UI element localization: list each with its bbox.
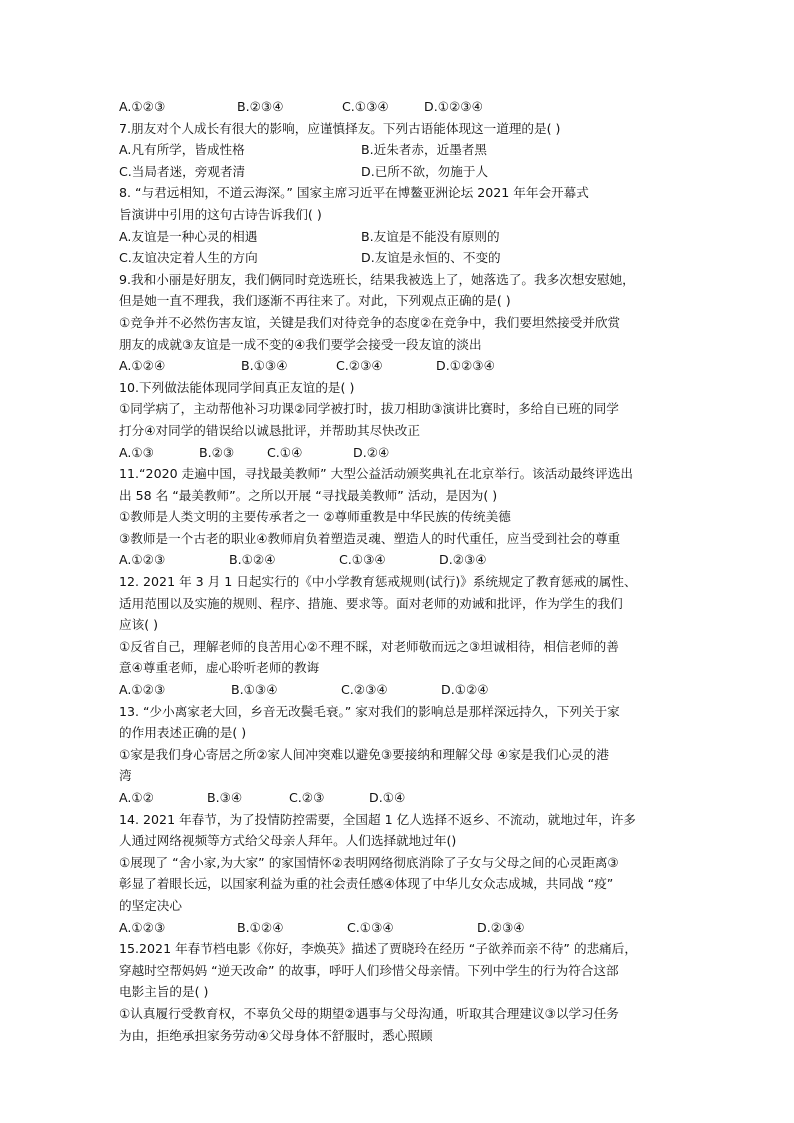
question-stem-line: 应该( ) xyxy=(119,617,159,633)
option-d[interactable]: D.友谊是永恒的、不变的 xyxy=(361,250,501,266)
question-q7 xyxy=(119,118,679,183)
option-b[interactable]: B.友谊是不能没有原则的 xyxy=(361,228,500,244)
statement-line: ①反省自己，理解老师的良苦用心②不理不睬，对老师敬而远之③坦诚相待，相信老师的善 xyxy=(119,638,619,654)
option-c[interactable]: C.②③④ xyxy=(336,358,383,374)
statement-line: ③教师是一个古老的职业④教师肩负着塑造灵魂、塑造人的时代重任，应当受到社会的尊重 xyxy=(119,530,621,546)
option-d[interactable]: D.①②③④ xyxy=(424,99,483,114)
option-a[interactable]: A.①②③ xyxy=(119,99,166,114)
question-q12 xyxy=(119,571,679,701)
question-stem-line: 的作用表述正确的是( ) xyxy=(119,725,247,741)
option-d[interactable]: D.①④ xyxy=(369,790,406,805)
option-c[interactable]: C.①④ xyxy=(267,444,303,460)
option-b[interactable]: B.①②④ xyxy=(229,552,276,568)
question-stem-line: 14. 2021 年春节，为了投情防控需要，全国超 1 亿人选择不返乡、不流动，就地过年，许多 xyxy=(119,811,636,827)
question-stem-line: 但是她一直不理我，我们逐渐不再往来了。对此，下列观点正确的是( ) xyxy=(119,293,511,309)
options-row xyxy=(119,549,679,571)
option-c[interactable]: C.①③④ xyxy=(342,99,389,114)
option-d[interactable]: D.已所不欲，勿施于人 xyxy=(361,163,489,179)
statement-line: 朋友的成就③友谊是一成不变的④我们要学会接受一段友谊的淡出 xyxy=(119,336,482,352)
option-c[interactable]: C.①③④ xyxy=(347,919,394,935)
statement-line: ①同学病了，主动帮他补习功课②同学被打时，拔刀相助③演讲比赛时，多给自已班的同学 xyxy=(119,401,619,417)
statement-line: 意④尊重老师，虚心聆听老师的教诲 xyxy=(119,660,320,676)
question-list xyxy=(119,96,679,1046)
question-stem-line: 旨演讲中引用的这句古诗告诉我们( ) xyxy=(119,206,322,222)
option-d[interactable]: D.②④ xyxy=(353,444,390,460)
option-b[interactable]: B.②③④ xyxy=(237,99,284,114)
question-q15 xyxy=(119,938,679,1046)
statement-line: 彰显了着眼长远，以国家利益为重的社会责任感④体现了中华儿女众志成城，共同战 “疫” xyxy=(119,876,614,892)
statement-line: ①认真履行受教育权，不辜负父母的期望②遇事与父母沟通，听取其合理建议③以学习任务 xyxy=(119,1005,619,1021)
question-q9 xyxy=(119,269,679,377)
options-row xyxy=(119,161,679,183)
options-row xyxy=(119,96,679,118)
question-stem-line: 7.朋友对个人成长有很大的影响，应谨慎择友。下列古语能体现这一道理的是( ) xyxy=(119,120,561,136)
options-row xyxy=(119,226,679,248)
question-q13 xyxy=(119,701,679,809)
options-row xyxy=(119,442,679,464)
question-stem-line: 13. “少小离家老大回，乡音无改鬓毛衰。” 家对我们的影响总是那样深远持久，下列关于家 xyxy=(119,703,620,719)
question-stem-line: 9.我和小丽是好朋友，我们俩同时竞选班长，结果我被选上了，她落选了。我多次想安慰她， xyxy=(119,271,635,287)
option-b[interactable]: B.①②④ xyxy=(237,919,284,935)
statement-line: 打分④对同学的错误给以诚恳批评，并帮助其尽快改正 xyxy=(119,422,420,438)
option-a[interactable]: A.①③ xyxy=(119,444,154,460)
question-stem-line: 穿越时空帮妈妈 “逆天改命” 的故事，呼吁人们珍惜父母亲情。下列中学生的行为符合这部 xyxy=(119,962,619,978)
option-a[interactable]: A.①②③ xyxy=(119,919,166,935)
question-stem-line: 电影主旨的是( ) xyxy=(119,984,209,1000)
statement-line: 为由，拒绝承担家务劳动④父母身体不舒服时，悉心照顾 xyxy=(119,1027,433,1043)
question-q8 xyxy=(119,182,679,268)
question-stem-line: 人通过网络视频等方式给父母亲人拜年。人们选择就地过年() xyxy=(119,833,457,849)
options-row xyxy=(119,679,679,701)
question-q11 xyxy=(119,463,679,571)
question-q10 xyxy=(119,377,679,463)
option-c[interactable]: C.②③ xyxy=(289,790,325,805)
options-row xyxy=(119,355,679,377)
question-stem-line: 适用范围以及实施的规则、程序、措施、要求等。面对老师的劝诫和批评，作为学生的我们 xyxy=(119,595,623,611)
option-c[interactable]: C.①③④ xyxy=(339,552,386,568)
options-row xyxy=(119,247,679,269)
statement-line: ①竞争并不必然伤害友谊，关键是我们对待竞争的态度②在竞争中，我们要坦然接受并欣赏 xyxy=(119,314,621,330)
option-d[interactable]: D.①②④ xyxy=(441,682,489,698)
option-a[interactable]: A.①②③ xyxy=(119,552,166,568)
options-row xyxy=(119,787,679,809)
option-a[interactable]: A.①②③ xyxy=(119,682,166,698)
option-a[interactable]: A.凡有所学，皆成性格 xyxy=(119,142,245,158)
option-c[interactable]: C.当局者迷，旁观者清 xyxy=(119,163,246,179)
question-stem-line: 出 58 名 “最美教师”。之所以开展 “寻找最美教师” 活动，是因为( ) xyxy=(119,487,498,503)
question-stem-line: 12. 2021 年 3 月 1 日起实行的《中小学教育惩戒规则(试行)》系统规定了教育惩戒的属性、 xyxy=(119,574,637,590)
question-q14 xyxy=(119,809,679,939)
option-c[interactable]: C.友谊决定着人生的方向 xyxy=(119,250,258,266)
option-c[interactable]: C.②③④ xyxy=(341,682,388,698)
statement-line: ①教师是人类文明的主要传承者之一 ②尊师重教是中华民族的传统美德 xyxy=(119,509,511,525)
option-a[interactable]: A.①② xyxy=(119,790,154,805)
question-stem-line: 15.2021 年春节档电影《你好，李焕英》描述了贾晓玲在经历 “子欲养而亲不待” 的悲痛后， xyxy=(119,941,637,957)
option-d[interactable]: D.②③④ xyxy=(439,552,487,568)
question-q6 xyxy=(119,96,679,118)
question-stem-line: 8. “与君远相知，不道云海深。” 国家主席习近平在博鳌亚洲论坛 2021 年年会开幕式 xyxy=(119,185,589,201)
option-b[interactable]: B.③④ xyxy=(207,790,243,805)
option-b[interactable]: B.近朱者赤，近墨者黑 xyxy=(361,142,487,158)
option-b[interactable]: B.①③④ xyxy=(231,682,278,698)
statement-line: ①展现了 “舍小家,为大家” 的家国情怀②表明网络彻底消除了子女与父母之间的心灵距离③ xyxy=(119,854,619,870)
option-a[interactable]: A.①②④ xyxy=(119,358,166,374)
option-a[interactable]: A.友谊是一种心灵的相遇 xyxy=(119,228,258,244)
question-stem-line: 10.下列做法能体现同学间真正友谊的是( ) xyxy=(119,379,355,395)
option-d[interactable]: D.①②③④ xyxy=(436,358,495,374)
question-stem-line: 11.“2020 走遍中国，寻找最美教师” 大型公益活动颁奖典礼在北京举行。该活动最终评选出 xyxy=(119,466,633,482)
statement-line: ①家是我们身心寄居之所②家人间冲突难以避免③要接纳和理解父母 ④家是我们心灵的港 xyxy=(119,746,609,762)
option-d[interactable]: D.②③④ xyxy=(477,919,525,935)
statement-line: 的坚定决心 xyxy=(119,897,182,913)
statement-line: 湾 xyxy=(119,768,132,784)
options-row xyxy=(119,917,679,939)
options-row xyxy=(119,139,679,161)
option-b[interactable]: B.①③④ xyxy=(241,358,288,374)
option-b[interactable]: B.②③ xyxy=(199,444,235,460)
